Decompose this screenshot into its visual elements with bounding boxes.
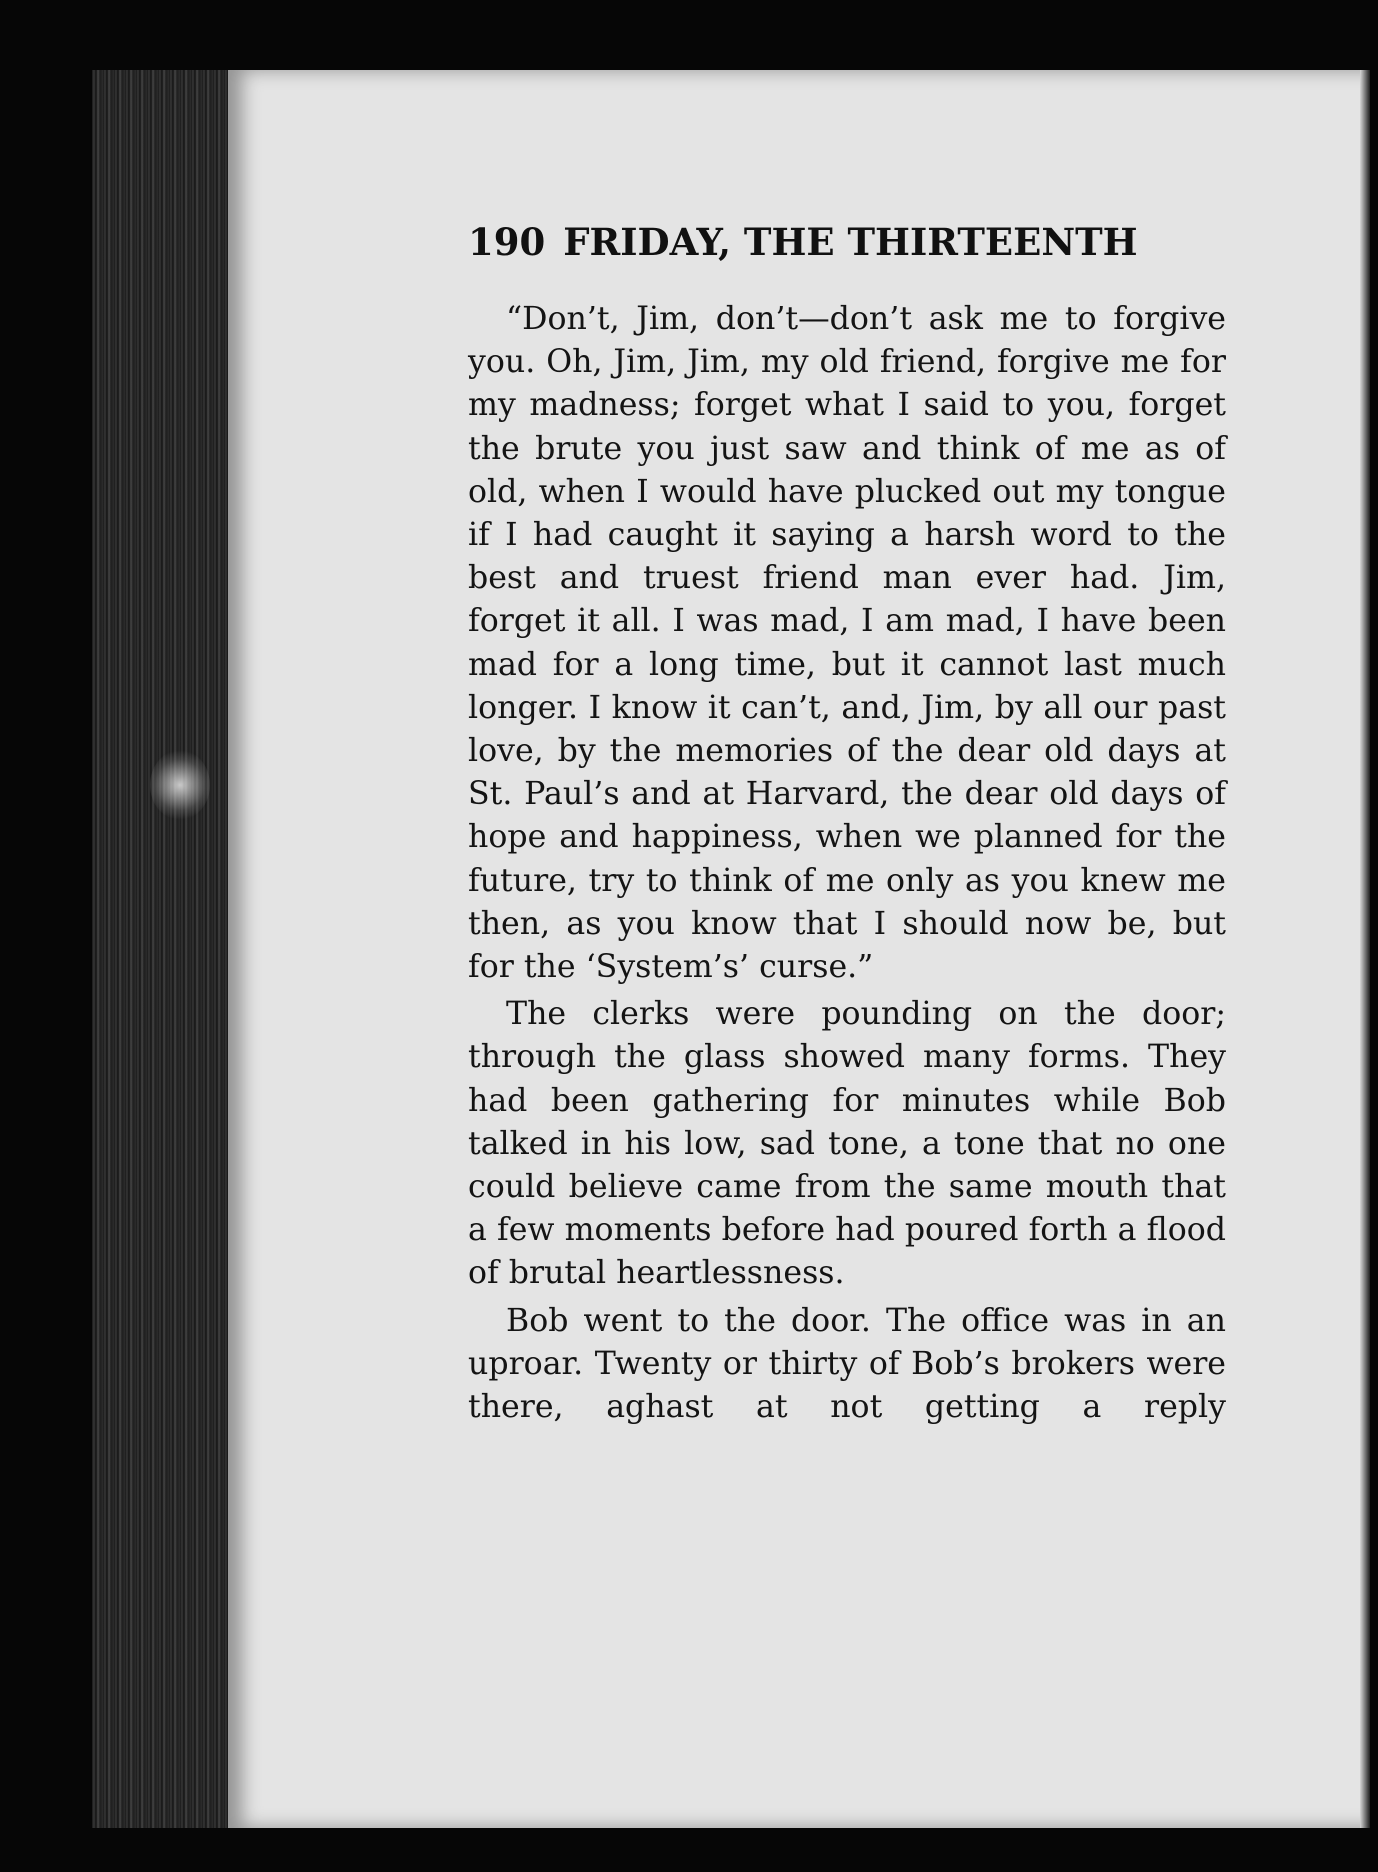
running-title: FRIDAY, THE THIRTEENTH <box>563 220 1138 264</box>
paragraph: Bob went to the door. The office was in an uproar. Twenty or thirty of Bob’s brokers were there, aghast at not getting a reply <box>468 1302 1226 1426</box>
page-right-shadow <box>1360 70 1370 1828</box>
paragraph: “Don’t, Jim, don’t—don’t ask me to forgive you. Oh, Jim, Jim, my old friend, forgive me for my madness; forget what I said to you, forget the brute you just saw and think of me as of old, when I would have plucked out my tongue if I had caught it saying a harsh word to the best and truest friend man ever had. Jim, forget it all. I was mad, I am mad, I have been mad for a long time, but it cannot last much longer. I know it can’t, and, Jim, by all our past love, by the memories of the dear old days at St. Paul’s and at Harvard, the dear old days of hope and happiness, when we planned for the future, try to think of me only as you knew me then, as you know that I should now be, but for the ‘System’s’ curse.” <box>468 301 1226 986</box>
book-page-edges <box>92 70 232 1828</box>
running-header <box>468 220 1188 264</box>
paragraph: The clerks were pounding on the door; through the glass showed many forms. They had been gathering for minutes while Bob talked in his low, sad tone, a tone that no one could believe came from the same mouth that a few moments before had poured forth a flood of brutal heartlessness. <box>468 996 1226 1292</box>
page-paper <box>228 70 1370 1828</box>
body-text <box>468 298 1226 1429</box>
page-number: 190 <box>468 220 546 264</box>
scan-glare <box>150 750 210 820</box>
